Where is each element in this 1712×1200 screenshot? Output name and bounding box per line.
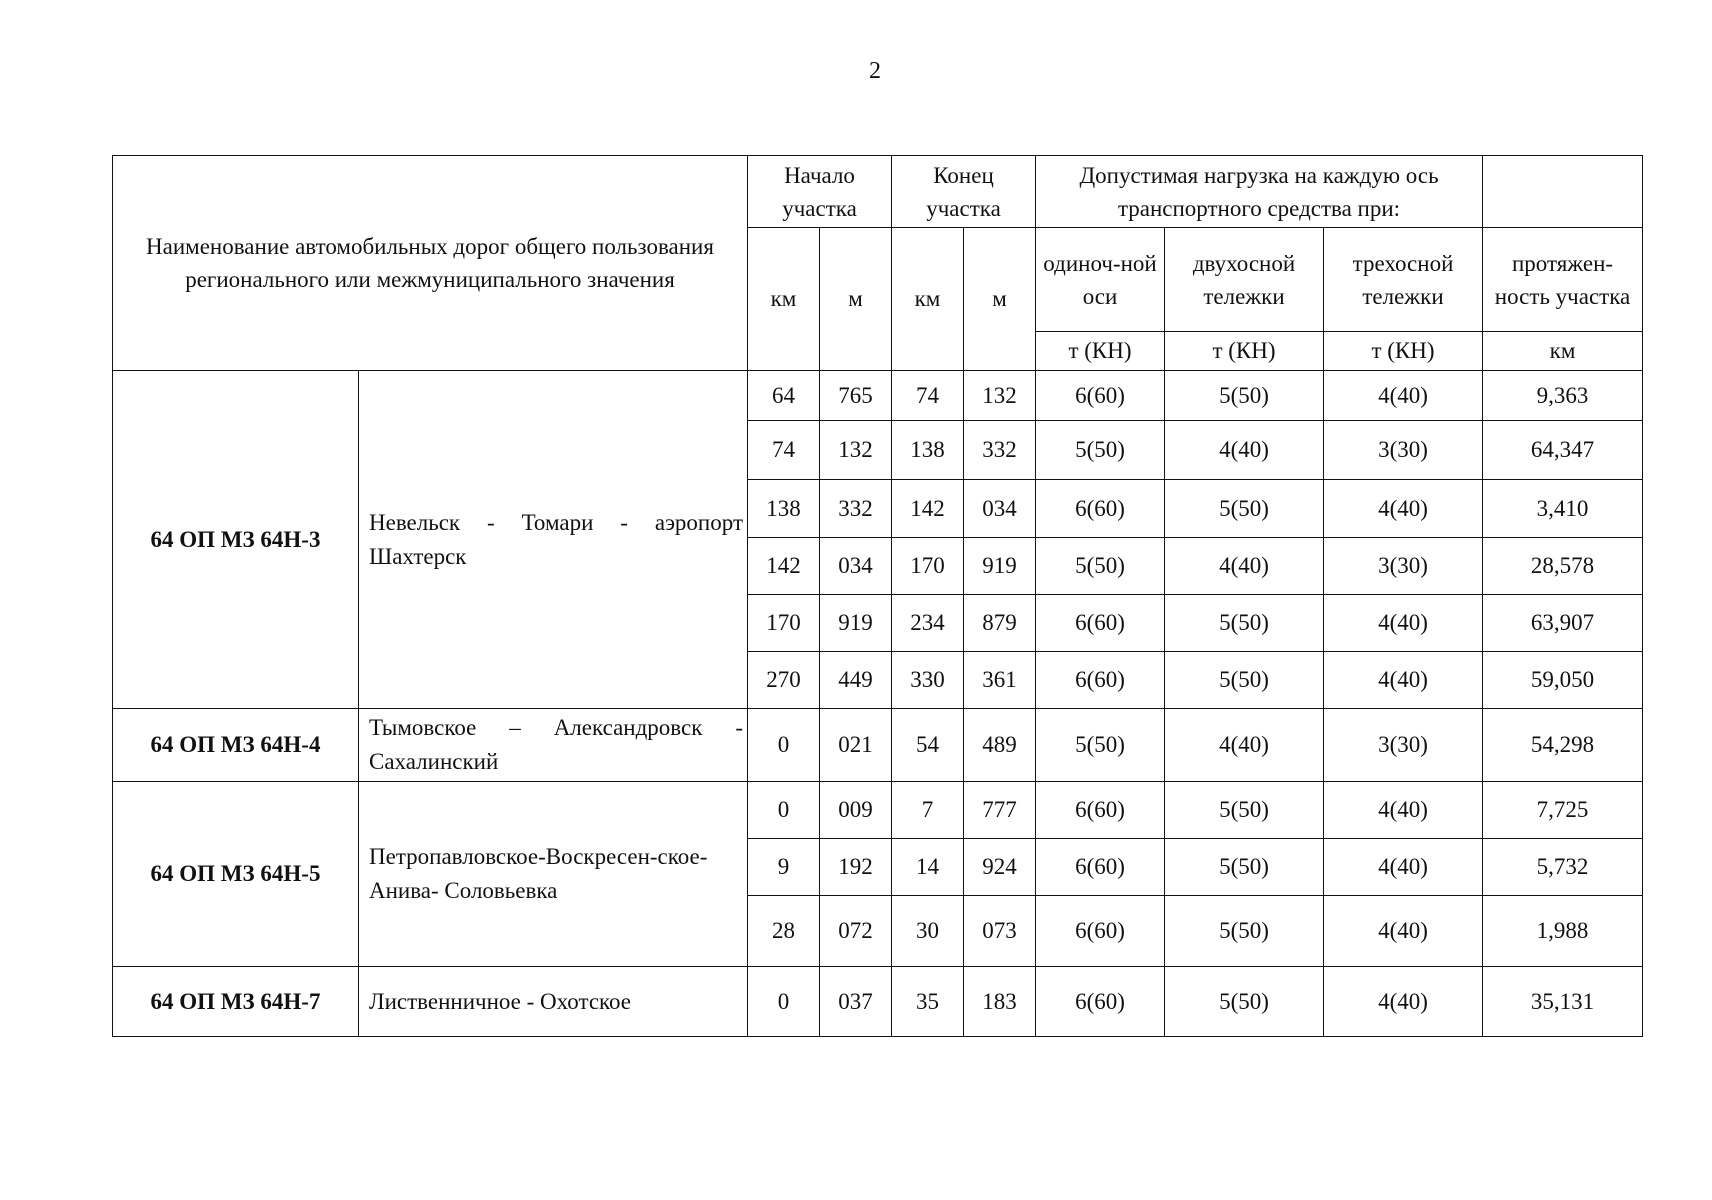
cell-start-m: 765: [820, 371, 892, 421]
cell-length: 54,298: [1483, 709, 1643, 782]
cell-single-axle: 6(60): [1036, 595, 1165, 652]
cell-single-axle: 6(60): [1036, 480, 1165, 538]
cell-start-km: 28: [748, 896, 820, 967]
page-number: 2: [869, 58, 881, 84]
cell-start-km: 138: [748, 480, 820, 538]
cell-start-m: 009: [820, 782, 892, 839]
header-length-blank: [1483, 156, 1643, 228]
cell-end-km: 138: [892, 421, 964, 480]
cell-start-km: 64: [748, 371, 820, 421]
cell-start-m: 034: [820, 538, 892, 595]
cell-triple-axle: 4(40): [1324, 967, 1483, 1037]
cell-dual-axle: 5(50): [1165, 839, 1324, 896]
header-road-name: Наименование автомобильных дорог общего пользования регионального или межмуниципального значения: [113, 156, 748, 371]
road-name-text: Петропавловское-Воскресен-ское-Анива- Соловьевка: [369, 844, 708, 903]
road-name: [359, 709, 748, 782]
cell-start-m: 332: [820, 480, 892, 538]
header-single-axle: одиноч-ной оси: [1036, 228, 1165, 332]
cell-end-m: 919: [964, 538, 1036, 595]
cell-triple-axle: 4(40): [1324, 782, 1483, 839]
cell-dual-axle: 5(50): [1165, 371, 1324, 421]
header-length: протяжен-ность участка: [1483, 228, 1643, 332]
cell-length: 28,578: [1483, 538, 1643, 595]
cell-end-km: 30: [892, 896, 964, 967]
cell-end-m: 332: [964, 421, 1036, 480]
cell-single-axle: 6(60): [1036, 782, 1165, 839]
header-end: Конец участка: [892, 156, 1036, 228]
cell-start-m: 037: [820, 967, 892, 1037]
cell-end-km: 14: [892, 839, 964, 896]
road-name-text: Невельск - Томари - аэропорт Шахтерск: [369, 509, 743, 569]
header-start-km: км: [748, 228, 820, 371]
header-end-m: м: [964, 228, 1036, 371]
road-load-table: [112, 155, 1643, 1037]
cell-length: 59,050: [1483, 652, 1643, 709]
cell-end-km: 330: [892, 652, 964, 709]
road-name: [359, 782, 748, 967]
cell-triple-axle: 4(40): [1324, 839, 1483, 896]
cell-length: 7,725: [1483, 782, 1643, 839]
cell-start-km: 74: [748, 421, 820, 480]
cell-dual-axle: 5(50): [1165, 480, 1324, 538]
cell-triple-axle: 3(30): [1324, 538, 1483, 595]
cell-start-m: 072: [820, 896, 892, 967]
cell-start-km: 0: [748, 782, 820, 839]
cell-start-m: 132: [820, 421, 892, 480]
table-row: [113, 709, 1643, 782]
header-triple-axle: трехосной тележки: [1324, 228, 1483, 332]
table-row: [113, 967, 1643, 1037]
cell-triple-axle: 4(40): [1324, 371, 1483, 421]
header-start: Начало участка: [748, 156, 892, 228]
cell-single-axle: 5(50): [1036, 421, 1165, 480]
cell-end-km: 54: [892, 709, 964, 782]
header-end-km: км: [892, 228, 964, 371]
cell-length: 35,131: [1483, 967, 1643, 1037]
road-code: 64 ОП МЗ 64Н-7: [113, 967, 359, 1037]
cell-end-km: 234: [892, 595, 964, 652]
road-name-text: Тымовское – Александровск - Сахалинский: [369, 715, 743, 774]
cell-triple-axle: 4(40): [1324, 480, 1483, 538]
cell-start-km: 9: [748, 839, 820, 896]
cell-dual-axle: 5(50): [1165, 896, 1324, 967]
cell-single-axle: 6(60): [1036, 896, 1165, 967]
cell-triple-axle: 4(40): [1324, 595, 1483, 652]
road-name: [359, 371, 748, 709]
cell-triple-axle: 3(30): [1324, 709, 1483, 782]
cell-length: 5,732: [1483, 839, 1643, 896]
cell-start-km: 142: [748, 538, 820, 595]
cell-length: 1,988: [1483, 896, 1643, 967]
cell-dual-axle: 4(40): [1165, 421, 1324, 480]
table-row: [113, 782, 1643, 839]
road-code: 64 ОП МЗ 64Н-4: [113, 709, 359, 782]
header-unit-triple: т (КН): [1324, 332, 1483, 371]
cell-end-m: 034: [964, 480, 1036, 538]
header-dual-axle: двухосной тележки: [1165, 228, 1324, 332]
cell-triple-axle: 3(30): [1324, 421, 1483, 480]
cell-end-m: 183: [964, 967, 1036, 1037]
cell-length: 64,347: [1483, 421, 1643, 480]
cell-dual-axle: 5(50): [1165, 782, 1324, 839]
road-code: 64 ОП МЗ 64Н-3: [113, 371, 359, 709]
header-start-m: м: [820, 228, 892, 371]
header-load: Допустимая нагрузка на каждую ось транспортного средства при:: [1036, 156, 1483, 228]
cell-end-m: 924: [964, 839, 1036, 896]
cell-end-km: 170: [892, 538, 964, 595]
cell-start-km: 270: [748, 652, 820, 709]
cell-single-axle: 6(60): [1036, 371, 1165, 421]
cell-end-km: 7: [892, 782, 964, 839]
cell-length: 9,363: [1483, 371, 1643, 421]
cell-end-m: 777: [964, 782, 1036, 839]
cell-triple-axle: 4(40): [1324, 652, 1483, 709]
header-unit-dual: т (КН): [1165, 332, 1324, 371]
cell-end-m: 132: [964, 371, 1036, 421]
cell-start-m: 021: [820, 709, 892, 782]
cell-start-km: 170: [748, 595, 820, 652]
cell-end-km: 74: [892, 371, 964, 421]
cell-single-axle: 6(60): [1036, 967, 1165, 1037]
table-row: [113, 371, 1643, 421]
cell-start-km: 0: [748, 967, 820, 1037]
cell-triple-axle: 4(40): [1324, 896, 1483, 967]
cell-single-axle: 6(60): [1036, 652, 1165, 709]
header-unit-single: т (КН): [1036, 332, 1165, 371]
cell-end-m: 489: [964, 709, 1036, 782]
cell-dual-axle: 4(40): [1165, 709, 1324, 782]
cell-dual-axle: 5(50): [1165, 595, 1324, 652]
road-code: 64 ОП МЗ 64Н-5: [113, 782, 359, 967]
cell-end-km: 142: [892, 480, 964, 538]
cell-dual-axle: 4(40): [1165, 538, 1324, 595]
cell-dual-axle: 5(50): [1165, 967, 1324, 1037]
road-name-text: Лиственничное - Охотское: [369, 988, 632, 1014]
cell-single-axle: 5(50): [1036, 709, 1165, 782]
cell-start-m: 919: [820, 595, 892, 652]
cell-length: 3,410: [1483, 480, 1643, 538]
cell-start-m: 192: [820, 839, 892, 896]
cell-single-axle: 5(50): [1036, 538, 1165, 595]
cell-length: 63,907: [1483, 595, 1643, 652]
cell-end-m: 879: [964, 595, 1036, 652]
cell-dual-axle: 5(50): [1165, 652, 1324, 709]
header-unit-length: км: [1483, 332, 1643, 371]
cell-start-km: 0: [748, 709, 820, 782]
cell-start-m: 449: [820, 652, 892, 709]
road-name: [359, 967, 748, 1037]
cell-end-m: 361: [964, 652, 1036, 709]
cell-end-m: 073: [964, 896, 1036, 967]
cell-single-axle: 6(60): [1036, 839, 1165, 896]
cell-end-km: 35: [892, 967, 964, 1037]
